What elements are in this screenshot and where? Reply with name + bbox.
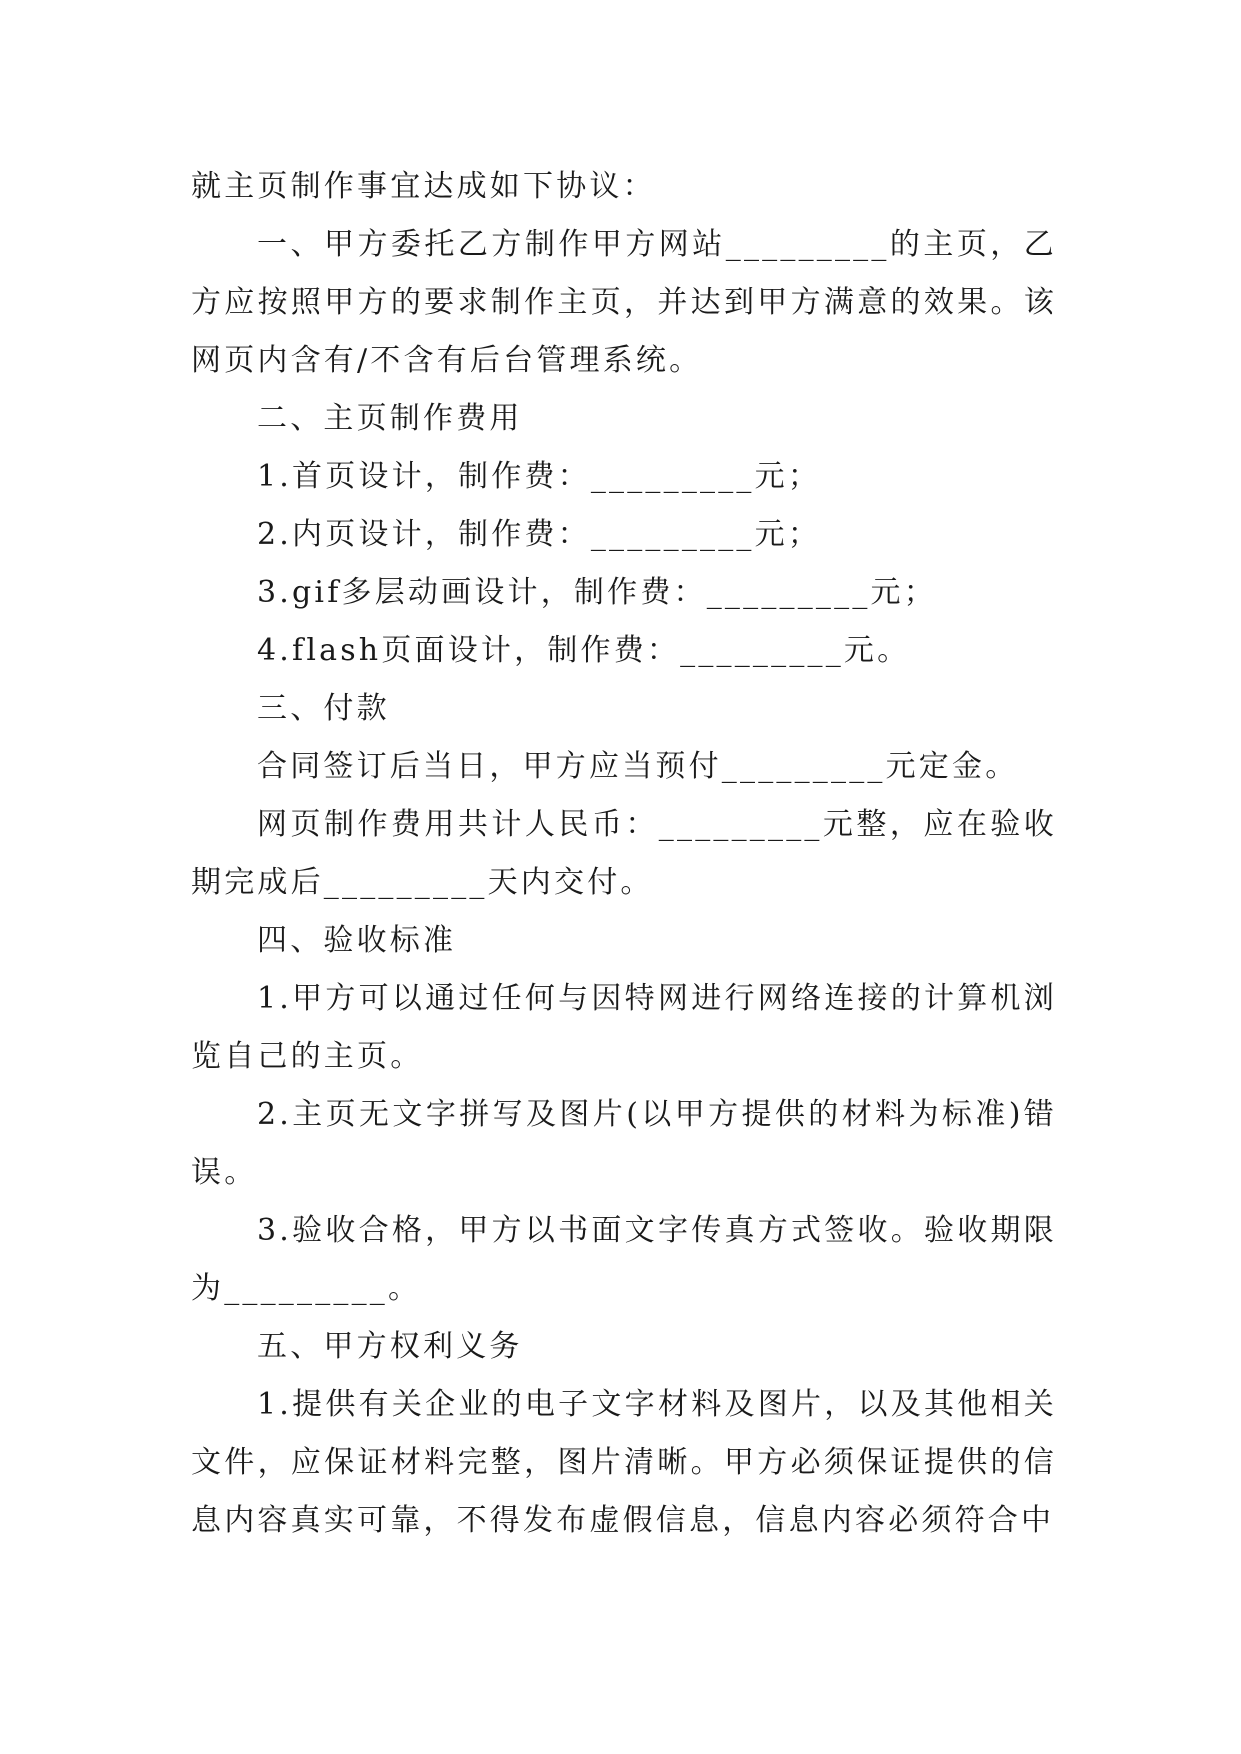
section-heading-party-a-rights: 五、甲方权利义务 [257, 1329, 523, 1364]
section-heading-acceptance: 四、验收标准 [257, 923, 457, 958]
section-heading-fees: 二、主页制作费用 [257, 401, 523, 436]
acceptance-item-3: 3.验收合格，甲方以书面文字传真方式签收。验收期限为_________。 [191, 1213, 1057, 1306]
fee-item-inner-pages: 2.内页设计，制作费：_________元； [257, 517, 822, 552]
fee-item-homepage: 1.首页设计，制作费：_________元； [257, 459, 822, 494]
document-body [191, 158, 1057, 1550]
fee-item-gif-animation: 3.gif多层动画设计，制作费：_________元； [257, 575, 937, 610]
section-heading-payment: 三、付款 [257, 691, 390, 726]
paragraph-clause-1: 一、甲方委托乙方制作甲方网站_________的主页，乙方应按照甲方的要求制作主页，并达到甲方满意的效果。该网页内含有/不含有后台管理系统。 [191, 227, 1057, 378]
fee-item-flash-page: 4.flash页面设计，制作费：_________元。 [257, 633, 911, 668]
payment-deposit: 合同签订后当日，甲方应当预付_________元定金。 [257, 749, 1019, 784]
acceptance-item-2: 2.主页无文字拼写及图片(以甲方提供的材料为标准)错误。 [191, 1097, 1057, 1190]
paragraph-intro: 就主页制作事宜达成如下协议： [191, 169, 656, 204]
acceptance-item-1: 1.甲方可以通过任何与因特网进行网络连接的计算机浏览自己的主页。 [191, 981, 1057, 1074]
party-a-item-1: 1.提供有关企业的电子文字材料及图片，以及其他相关文件，应保证材料完整，图片清晰。甲方必须保证提供的信息内容真实可靠，不得发布虚假信息，信息内容必须符合中 [191, 1387, 1057, 1538]
payment-total: 网页制作费用共计人民币：_________元整，应在验收期完成后_________天内交付。 [191, 807, 1057, 900]
